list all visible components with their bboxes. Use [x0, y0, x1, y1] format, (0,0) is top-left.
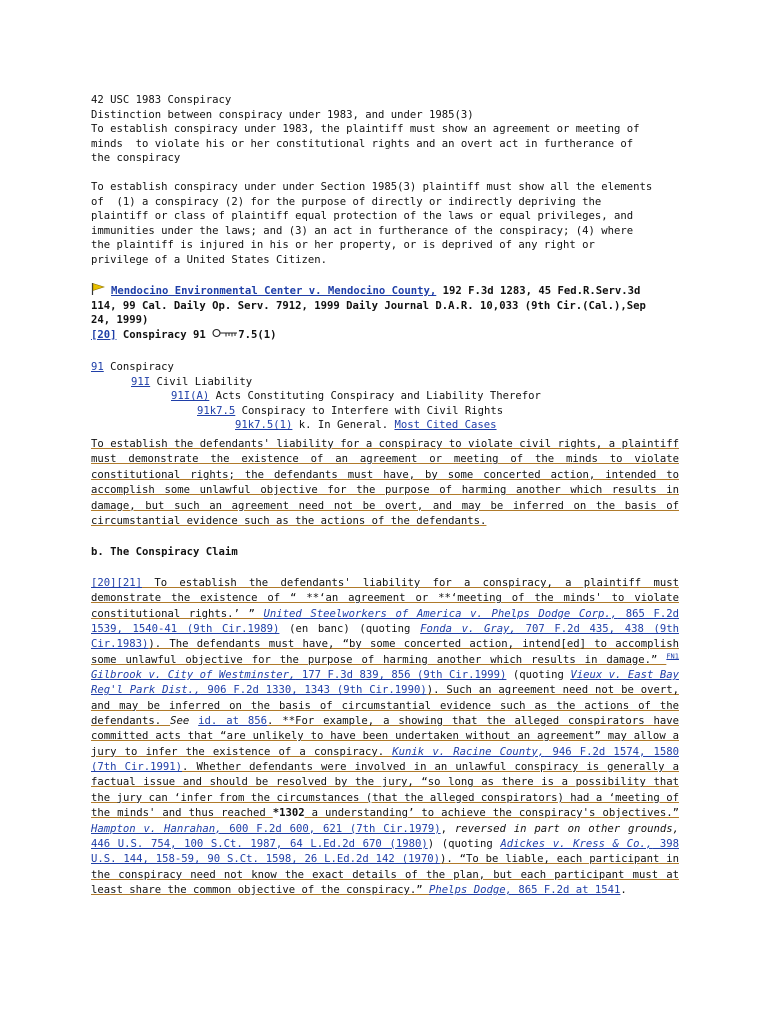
case-link[interactable]: Vieux v. East Bay Reg'l Park Dist., [91, 669, 679, 697]
page-marker: *1302 [272, 807, 305, 820]
claim-text: (en banc) (quoting [279, 623, 421, 636]
citation-link[interactable]: 177 F.3d 839, 856 (9th Cir.1999) [295, 669, 507, 682]
signal-text: See [170, 715, 190, 728]
section-1985-line: To establish conspiracy under under Section 1985(3) plaintiff must show all the elements [91, 181, 653, 193]
intro-line: To establish conspiracy under 1983, the plaintiff must show an agreement or meeting of [91, 123, 640, 136]
section-1985-line: the plaintiff is injured in his or her property, or is deprived of any right or [91, 239, 595, 252]
key-91-link[interactable]: 91 [91, 361, 104, 373]
claim-text: (quoting [506, 669, 571, 682]
case-link[interactable]: Fonda v. Gray, [420, 623, 516, 636]
case-link[interactable]: Gilbrook v. City of Westminster, [91, 669, 296, 682]
key-91k7-5-1-link[interactable]: 91k7.5(1) [235, 419, 293, 432]
key-91-text: Conspiracy [103, 361, 174, 373]
claim-text: . **For example, a showing that the alleged conspirators have committed acts that “are unlikely to have been undertaken without an agreement” may allow a jury to infer the existence of a conspiracy. [91, 715, 680, 758]
case-cite-continued: 114, 99 Cal. Daily Op. Serv. 7912, 1999 Daily Journal D.A.R. 10,033 (9th Cir.(Cal.),Sep [91, 299, 646, 312]
claim-text: . Whether defendants were involved in an unlawful conspiracy is generally a factual issue and should be resolved by the jury, “so long as there is a possibility that the jury can ‘infer from the circumstances (that the alleged conspirators) had a ‘meeting of the minds' and thus reached [91, 761, 679, 820]
claim-text: . [620, 883, 627, 896]
headnote-paragraph [91, 437, 679, 529]
claim-text: ). “To be liable, each participant in the conspiracy need not know the exact details of the plan, but each participant must at least share the common objective of the conspiracy.” [91, 853, 679, 896]
citation-link[interactable]: 707 F.2d 435, 438 (9th Cir.1983) [91, 623, 680, 651]
section-heading: b. The Conspiracy Claim [91, 546, 238, 558]
yellow-flag-icon[interactable] [91, 283, 105, 295]
conspiracy-claim-paragraph [91, 576, 679, 898]
claim-text: a understanding’ to achieve the conspiracy's objectives.” [304, 807, 679, 820]
citation-link[interactable]: 865 F.2d 1539, 1540-41 (9th Cir.1989) [91, 607, 679, 636]
headnote-text: To establish the defendants' liability for a conspiracy to violate civil rights, a plaintiff must demonstrate the existence of an agreement or meeting of the minds to violate constitutional rights; the defendants must have, by some concerted action, intended to accomplish some unlawful objective for the purpose of harming another which results in damage, but such an agreement need not be overt, and may be inferred on the basis of circumstantial evidence such as the actions of the defendants. [91, 438, 679, 528]
claim-text: ) (quoting [427, 837, 501, 850]
intro-block [91, 93, 679, 166]
claim-text: To establish the defendants' liability for a conspiracy, a plaintiff must demonstrate the existence of “ **‘an agreement or **‘meeting of the minds' to violate constitutional rights.’ ” [91, 577, 679, 620]
headnote-link[interactable]: [20] [91, 328, 117, 341]
section-1985-block [91, 180, 679, 268]
section-1985-line: immunities under the laws; and (3) an act in furtherance of the conspiracy; (4) where [91, 224, 634, 237]
key-number-outline [91, 360, 679, 433]
citation-link[interactable]: 600 F.2d 600, 621 (7th Cir.1979) [221, 822, 441, 835]
key-symbol-icon [212, 328, 238, 340]
key-91i-text: Civil Liability [150, 375, 253, 388]
case-link[interactable]: Kunik v. Racine County, [392, 745, 545, 758]
citation-link[interactable]: id. at 856 [198, 715, 268, 728]
intro-line: the conspiracy [91, 152, 181, 165]
claim-text: ). Such an agreement need not be overt, and may be inferred on the basis of circumstantial evidence such as the actions of the defendants. [91, 684, 679, 728]
headnote-ref-link[interactable]: [20][21] [91, 577, 143, 589]
citation-link[interactable]: 398 U.S. 144, 158-59, 90 S.Ct. 1598, 26 L.Ed.2d 142 (1970) [91, 837, 679, 866]
intro-line: minds to violate his or her constitutional rights and an overt act in furtherance of [91, 137, 634, 150]
claim-text: ). The defendants must have, “by some concerted action, intend[ed] to accomplish some unlawful objective for the purpose of harming another which results in damage.” [91, 638, 679, 666]
footnote-link[interactable]: FN1 [666, 652, 679, 661]
key-91ia-link[interactable]: 91I(A) [171, 390, 210, 403]
citation-link[interactable]: 946 F.2d 1574, 1580 (7th Cir.1991) [91, 745, 679, 774]
case-citation [91, 283, 679, 342]
case-link[interactable]: United Steelworkers of America v. Phelps Dodge Corp., [263, 607, 618, 620]
intro-line: Distinction between conspiracy under 1983, and under 1985(3) [91, 108, 474, 121]
intro-line: 42 USC 1983 Conspiracy [91, 94, 232, 106]
citation-link[interactable]: 906 F.2d 1330, 1343 (9th Cir.1990) [200, 684, 427, 697]
case-link[interactable]: Adickes v. Kress & Co., [500, 837, 653, 850]
claim-text: , [440, 822, 455, 835]
history-text: reversed in part on other grounds, [454, 822, 679, 835]
case-cite-date: 24, 1999) [91, 314, 149, 327]
most-cited-cases-link[interactable]: Most Cited Cases [394, 419, 497, 432]
headnote-topic: Conspiracy 91 [116, 328, 213, 341]
case-link[interactable]: Phelps Dodge, [429, 883, 512, 896]
case-cite: 192 F.3d 1283, 45 Fed.R.Serv.3d [436, 285, 641, 297]
key-91k7-5-text: Conspiracy to Interfere with Civil Rights [235, 404, 504, 417]
key-91i-link[interactable]: 91I [131, 375, 151, 388]
section-1985-line: privilege of a United States Citizen. [91, 253, 327, 266]
section-1985-line: of (1) a conspiracy (2) for the purpose of directly or indirectly depriving the [91, 195, 602, 208]
case-link[interactable]: Hampton v. Hanrahan, [91, 822, 222, 835]
key-91ia-text: Acts Constituting Conspiracy and Liability Therefor [209, 390, 541, 403]
key-91k7-5-link[interactable]: 91k7.5 [197, 404, 236, 417]
section-1985-line: plaintiff or class of plaintiff equal protection of the laws or equal privileges, and [91, 210, 634, 223]
case-name-link[interactable]: Mendocino Environmental Center v. Mendocino County, [111, 285, 437, 297]
key-91k7-5-1-text: k. In General. [292, 419, 395, 432]
citation-link[interactable]: 865 F.2d at 1541 [511, 883, 621, 896]
headnote-key: 7.5(1) [238, 328, 277, 341]
citation-link[interactable]: 446 U.S. 754, 100 S.Ct. 1987, 64 L.Ed.2d 670 (1980) [91, 837, 428, 850]
